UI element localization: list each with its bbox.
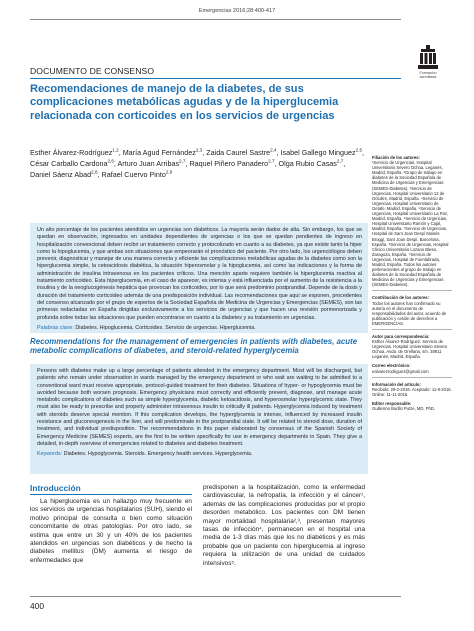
author-name: César Carballo Cardona [30,158,108,168]
editor-heading: Editor responsable: [372,400,412,406]
author-affiliation-marker: 2,9 [165,169,173,175]
author-name: Rafael Cuervo Pinto [101,169,166,179]
affiliation-heading: Filiación de los autores: [372,155,420,160]
author-name: Raquel Piñero Panadero [189,158,269,168]
keywords-english-label: Keywords: [37,451,63,458]
keywords-spanish [37,325,362,332]
logo-caption-line1: Formación [419,71,437,75]
keywords-english [37,451,362,458]
author-affiliation-marker: 2,5 [355,147,363,153]
correspondence-text: Esther Álvarez-Rodríguez. Servicio de Urgencias. Hospital Universitario Severo Ochoa. Avda. de Orellana, s/n. 28911 Leganés, Madrid, España. [372,339,448,360]
article-info-text: Recibido: 29-2-2016. Aceptado: 11-8-2016. Online: 11-11-2016. [372,386,452,397]
article-title-english: Recommendations for the management of emergencies in patients with diabetes, acute metabolic complications of diabetes, and steroid-related hyperglycemia [30,337,358,356]
author-name: Zaida Caurel Sastre [206,148,271,157]
page-number: 400 [30,601,44,611]
author-name: Esther Álvarez-Rodríguez [30,148,113,157]
logo-caption-line2: acreditada [419,75,437,80]
contribution-heading: Contribución de los autores: [372,295,429,301]
article-title-spanish: Recomendaciones de manejo de la diabetes, de sus complicaciones metabólicas agudas y de la hiperglucemia relacionada con corticoides en los servicios de urgencias [30,83,339,122]
keywords-spanish-text: Diabetes. Hipoglucemia. Corticoides. Servicio de urgencias. Hiperglucemia. [75,324,256,331]
introduction-divider [30,494,192,495]
sidebar-divider [372,377,452,378]
scientific-society-building-icon [418,45,438,69]
abstract-english-text: Persons with diabetes make up a large percentage of patients attended in the emergency department. Most will be discharged, but patients who remain under observation in wards managed by the emergency department or who wait are waiting to be admitted to a conventional ward must receive appropriate, protocol-guided treatment for their diabetes. Situations of hyper- or hypoglycemia must be avoided because both worsen prognosis. Emergency physicians must correctly and efficiently prevent, diagnose, and manage acute metabolic complications of diabetes such as simple hyperglycemia, diabetic ketoacidosis, and hyperosmolar hyperglycemic state. They must also be ready to prescribe and properly administer intravenous insulin to critically ill patients. Hyperglycemia induced by treatment with steroids deserve special mention. If this complication develops, the hyperglycemia is intense, influenced by increased insulin resistance and gluconeogenesis in the liver, and will predominate in the postprandial state. It will be related to steroid dose, duration of treatment, and individual predisposition. The recommendations in this paper elaborated by consensus of the Spanish Society of Emergency Medicine (SEMES) experts, are the first to be written specifically for use in emergency departments in Spain. They give a detailed, in-depth overview of emergencies related to diabetes and diabetes treatment. [37,368,362,447]
introduction-heading: Introducción [30,483,81,493]
article-info-heading: Información del artículo: [372,381,421,387]
journal-logo [415,45,441,80]
abstract-spanish [30,223,368,333]
abstract-spanish-text: Un alto porcentaje de los pacientes atendidos en urgencias son diabéticos. La mayoría serán dados de alta. Sin embargo, los que se quedan en observación, ingresados en unidades dependientes de urgencias o los que se quedan pendientes de ingreso en hospitalización convencional deben recibir un tratamiento correcto y protocolizado en cuanto a su diabetes, ya que existe tanto la hiper como la hipoglucemia, y que ambas son situaciones que empeorarán el pronóstico del paciente. Por otro lado, los urgenciólogos deben prevenir, diagnosticar y manejar de una manera correcta y eficiente las complicaciones metabólicas agudas de la diabetes como son la hiperglucemia simple, la cetoacidosis diabética, la situación hiperosmolar y la hipoglucemia, así como las indicaciones y la forma de administración de insulina intravenosa en los pacientes críticos. Una mención aparte requiere también la hiperglucemia reactiva al tratamiento corticoideo. Esta hiperglucemia, en el caso de aparecer, es intensa y está influenciada por el aumento de la resistencia a la insulina y de la neoglucogénesis hepática que provocan los corticoides, por lo que será predominio postprandial. Depende de la dosis y duración del tratamiento corticoideo además de una predisposición individual. Las recomendaciones que aquí se exponen, procedentes del consenso alcanzado por el grupo de expertos de la Sociedad Española de Medicina de Urgencias y Emergencias (SEMES), son las primeras redactadas en España dirigidas exclusivamente a los servicios de urgencias y que hacen una revisión pormenorizada y profunda sobre todas las situaciones que pueden encontrarse en cuanto a la diabetes y su tratamiento en urgencias. [37,227,362,321]
introduction-left-column: La hiperglucemia es un hallazgo muy frecuente en los servicios de urgencias hospitalarios (SUH), siendo el motivo principal de consulta o bien como situación concomitante de otras patologías. Por otro lado, se estima que entre un 30 y un 40% de los pacientes atendidos en urgencias son diabéticos y de hecho la diabetes mellitus (DM) aumenta el riesgo de enfermedades que [30,498,192,564]
footer-divider [30,596,401,597]
contribution-text: Todos los autores han confirmado su autoría en el documento de responsabilidades del autor, acuerdo de publicación y cesión de derechos a EMERGENCIAS. [372,300,447,326]
author-affiliation-marker: 2,7 [268,158,275,164]
correspondence-heading: Autor para correspondencia: [372,334,430,339]
editor-text: Guillermo Burillo Putze, MD, PhD. [372,406,436,412]
sidebar-divider [372,290,452,291]
introduction-right-column: predisponen a la hospitalización, como la enfermedad cardiovascular, la nefropatía, la infección y el cáncer¹, además de las complicaciones producidas por el propio desorden metabólico. Los pacientes con DM tienen mayor mortalidad hospitalaria²,³, presentan mayores tasas de infección⁴, permanecen en el hospital una media de 1-3 días más que los no diabéticos y es más probable que un paciente con hiperglucemia al ingreso requiera la utilización de una unidad de cuidados intensivos⁵. [203,484,365,567]
author-name: Daniel Sáenz Abad [30,169,92,179]
abstract-english [30,364,368,474]
email-heading: Correo electrónico: [372,363,411,369]
author-list: Esther Álvarez-Rodríguez$^{1,2}$, María Agud Fernández$^{2,3}$, Zaida Caurel Sastre$^{2,4}$, Isabel Gallego Minguez$^{2,5}$, César Carballo Cardona$^{2,6}$, Arturo Juan Arribas$^{2,7}$, Raquel Piñero Panadero$^{2,7}$, Olga Rubio Casas$^{2,7}$, Daniel Sáenz Abad$^{2,8}$, Rafael Cuervo Pinto$^{2,9}$ [30,147,365,179]
sidebar-divider [372,329,452,330]
author-affiliation-marker: 2,6 [107,158,114,164]
author-affiliation-marker: 2,8 [91,169,98,175]
header-divider [30,19,401,20]
article-info-sidebar [372,151,452,411]
author-name: Arturo Juan Arribas [117,158,180,168]
author-affiliation-marker: 2,3 [195,147,203,153]
author-name: María Agud Fernández [122,148,196,157]
author-name: Olga Rubio Casas [278,158,337,168]
affiliation-text: ¹Servicio de Urgencias, Hospital Universitario Severo Ochoa, Leganés, Madrid, España. ²Grupo de trabajo en diabetes de la Sociedad Española de Medicina de Urgencias y Emergencias (SEMES-Diabetes). ³Servicio de Urgencias, Hospital Universitario 12 de Octubre, Madrid, España. ⁴Servicio de Urgencias, Hospital Universitario de Getafe, Madrid, España. ⁵Servicio de Urgencias, Hospital Universitario La Paz, Madrid, España. ⁶Servicio de Urgencias, Hospital Universitario Ramón y Cajal, Madrid, España. ⁷Servicio de Urgencias, Hospital de Sant Joan Despí Moisès Broggi, Sant Joan Despí, Barcelona, España. ⁸Servicio de Urgencias, Hospital Clínico Universitario Lozano Blesa, Zaragoza, España. ⁹Servicio de Urgencias, Hospital de Fuenlabrada, Madrid, España. Todos los autores pertenecientes al grupo de trabajo en diabetes de la Sociedad Española de Medicina de Urgencias y Emergencias (SEMES-Diabetes). [372,160,449,288]
keywords-english-text: Diabetes. Hypoglycemia. Steroids. Emergency health services. Hyperglycemia. [63,451,253,458]
keywords-spanish-label: Palabras clave: [37,324,74,331]
section-label: DOCUMENTO DE CONSENSO [30,66,155,76]
author-affiliation-marker: 2,7 [336,158,344,164]
section-divider [30,78,401,79]
author-affiliation-marker: 2,7 [179,158,186,164]
email-link[interactable]: ealvarezrodriguez@gmail.com [372,368,429,374]
author-affiliation-marker: 2,4 [270,147,277,153]
author-name: Isabel Gallego Minguez [280,148,356,157]
author-affiliation-marker: 1,2 [112,147,119,153]
running-head: Emergencias 2016;28:400-417 [198,8,276,14]
